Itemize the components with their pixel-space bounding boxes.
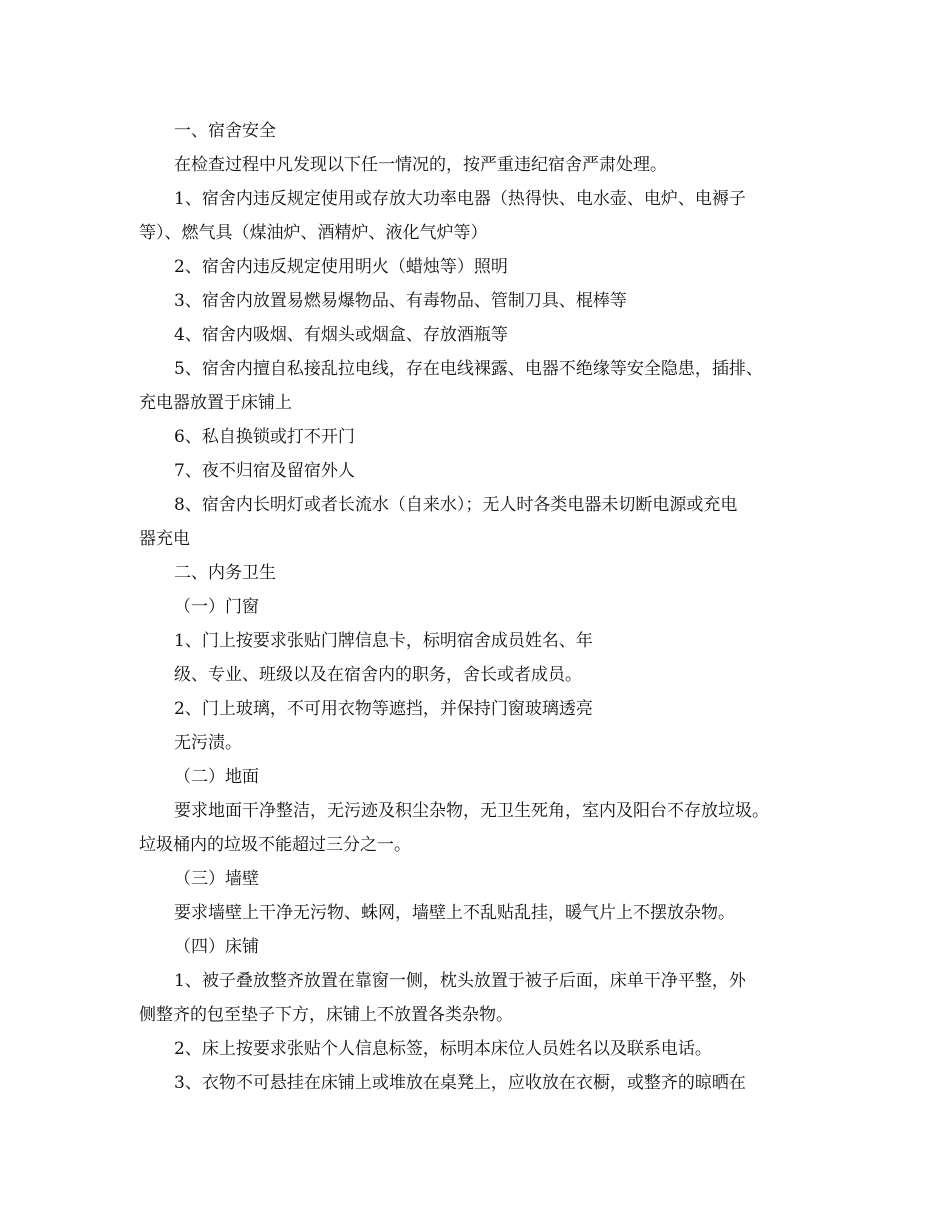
text-line: 6、私自换锁或打不开门: [174, 427, 355, 447]
text-line: 2、床上按要求张贴个人信息标签，标明本床位人员姓名以及联系电话。: [174, 1039, 712, 1059]
text-line: 5、宿舍内擅自私接乱拉电线，存在电线裸露、电器不绝缘等安全隐患，插排、: [174, 359, 763, 379]
text-line: 4、宿舍内吸烟、有烟头或烟盒、存放酒瓶等: [174, 325, 508, 345]
text-line: 要求墙壁上干净无污物、蛛网，墙壁上不乱贴乱挂，暖气片上不摆放杂物。: [174, 903, 735, 923]
text-line: （二）地面: [174, 767, 259, 787]
text-line: 等）、燃气具（煤油炉、酒精炉、液化气炉等）: [139, 223, 488, 243]
text-line: 垃圾桶内的垃圾不能超过三分之一。: [139, 835, 411, 855]
text-line: 器充电: [139, 529, 190, 549]
text-line: 级、专业、班级以及在宿舍内的职务，舍长或者成员。: [174, 665, 582, 685]
text-line: 8、宿舍内长明灯或者长流水（自来水）；无人时各类电器未切断电源或充电: [174, 495, 738, 515]
text-line: 1、宿舍内违反规定使用或存放大功率电器（热得快、电水壶、电炉、电褥子: [174, 189, 746, 209]
text-line: 充电器放置于床铺上: [139, 393, 292, 413]
text-line: 在检查过程中凡发现以下任一情况的，按严重违纪宿舍严肃处理。: [174, 155, 667, 175]
document-body: [139, 114, 819, 1100]
text-line: 1、被子叠放整齐放置在靠窗一侧，枕头放置于被子后面，床单干净平整，外: [174, 971, 746, 991]
text-line: 一、宿舍安全: [174, 121, 276, 141]
text-line: （三）墙壁: [174, 869, 259, 889]
text-line: （一）门窗: [174, 597, 259, 617]
text-line: 7、夜不归宿及留宿外人: [174, 461, 355, 481]
text-line: 2、宿舍内违反规定使用明火（蜡烛等）照明: [174, 257, 508, 277]
text-line: （四）床铺: [174, 937, 259, 957]
text-line: 侧整齐的包至垫子下方，床铺上不放置各类杂物。: [139, 1005, 513, 1025]
text-line: 1、门上按要求张贴门牌信息卡，标明宿舍成员姓名、年: [174, 631, 593, 651]
text-line: 要求地面干净整洁，无污迹及积尘杂物，无卫生死角，室内及阳台不存放垃圾。: [174, 801, 769, 821]
text-line: 3、衣物不可悬挂在床铺上或堆放在桌凳上，应收放在衣橱，或整齐的晾晒在: [174, 1073, 746, 1093]
text-line: 二、内务卫生: [174, 563, 276, 583]
text-line: 2、门上玻璃，不可用衣物等遮挡，并保持门窗玻璃透亮: [174, 699, 593, 719]
text-line: 3、宿舍内放置易燃易爆物品、有毒物品、管制刀具、棍棒等: [174, 291, 627, 311]
text-line: 无污渍。: [174, 733, 242, 753]
